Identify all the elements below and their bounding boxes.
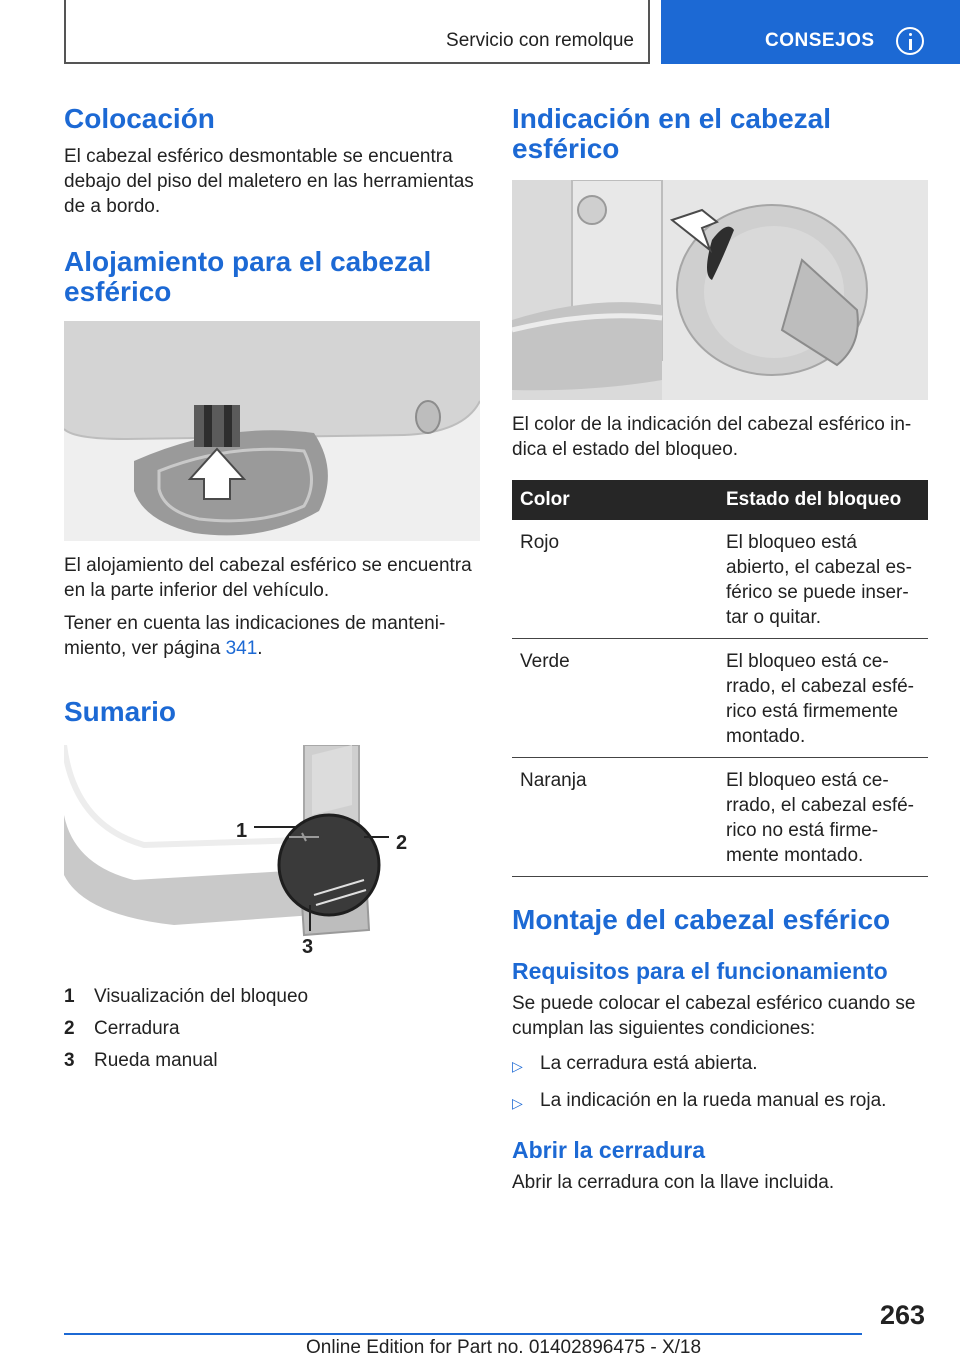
triangle-bullet-icon: ▷ xyxy=(512,1058,523,1074)
heading-abrir: Abrir la cerradura xyxy=(512,1137,706,1163)
list-item-text: La cerradura está abierta. xyxy=(540,1053,758,1074)
header-chapter-title: CONSEJOS xyxy=(765,30,875,51)
legend-number: 2 xyxy=(64,1018,75,1039)
table-header-color: Color xyxy=(512,480,718,520)
heading-montaje: Montaje del cabezal esférico xyxy=(512,904,891,935)
conditions-list xyxy=(512,1051,928,1116)
table-cell-estado: El bloqueo está cerrado, el cabezal esférico está firmemente montado. xyxy=(718,639,928,758)
list-item xyxy=(512,1051,928,1079)
legend-text: Visualización del bloqueo xyxy=(94,986,309,1007)
info-icon xyxy=(896,27,924,55)
heading-sumario: Sumario xyxy=(64,696,177,727)
paragraph-colocacion: El cabezal esférico desmontable se encuentra debajo del piso del maletero en las herramientas de a bordo. xyxy=(64,146,474,217)
table-cell-color: Verde xyxy=(512,639,718,758)
list-item-text: La indicación en la rueda manual es roja. xyxy=(540,1090,887,1111)
right-column xyxy=(512,98,928,1195)
legend-text: Rueda manual xyxy=(94,1050,218,1071)
table-row xyxy=(512,639,928,758)
paragraph-color: El color de la indicación del cabezal esférico indica el estado del bloqueo. xyxy=(512,414,912,460)
heading-indicacion: Indicación en el cabezal esférico xyxy=(512,103,832,164)
table-header-estado: Estado del bloqueo xyxy=(718,480,928,520)
paragraph-alojamiento: El alojamiento del cabezal esférico se encuentra en la parte inferior del vehículo. xyxy=(64,555,472,601)
header-chapter-tab[interactable] xyxy=(661,0,960,64)
page-link-341[interactable]: 341 xyxy=(225,638,258,659)
heading-alojamiento: Alojamiento para el cabezal esférico xyxy=(64,246,432,307)
paragraph-requisitos: Se puede colocar el cabezal esférico cuando se cumplan las siguientes condiciones: xyxy=(512,993,916,1039)
header-section-title: Servicio con remolque xyxy=(446,30,634,51)
overview-legend xyxy=(64,981,480,1077)
left-column xyxy=(64,98,480,1077)
legend-item xyxy=(64,1045,480,1077)
legend-text: Cerradura xyxy=(94,1018,180,1039)
legend-number: 3 xyxy=(64,1050,75,1071)
legend-number: 1 xyxy=(64,986,75,1007)
callout-2: 2 xyxy=(396,832,408,854)
legend-item xyxy=(64,1013,480,1045)
table-row xyxy=(512,758,928,877)
paragraph-abrir: Abrir la cerradura con la llave incluida. xyxy=(512,1172,835,1193)
table-cell-estado: El bloqueo está cerrado, el cabezal esférico no está firmemente montado. xyxy=(718,758,928,877)
text-period: . xyxy=(257,638,263,659)
figure-ball-head-overview xyxy=(64,745,480,967)
paragraph-mantenimiento xyxy=(64,611,480,661)
text-mantenimiento: Tener en cuenta las indicaciones de mantenimiento, ver página xyxy=(64,613,446,659)
list-item xyxy=(512,1088,928,1116)
heading-colocacion: Colocación xyxy=(64,103,215,134)
header-section-box xyxy=(64,0,650,64)
legend-item xyxy=(64,981,480,1013)
footer-divider xyxy=(64,1333,862,1335)
table-header-row xyxy=(512,480,928,520)
page-number: 263 xyxy=(880,1300,926,1330)
footer-edition: Online Edition for Part no. 01402896475 - X/18 xyxy=(306,1337,702,1358)
callout-3: 3 xyxy=(302,936,314,958)
figure-lock-indicator xyxy=(512,180,928,400)
lock-status-table xyxy=(512,480,928,877)
table-cell-estado: El bloqueo está abierto, el cabezal esférico se puede insertar o quitar. xyxy=(718,520,928,639)
triangle-bullet-icon: ▷ xyxy=(512,1095,523,1111)
figure-hitch-receptacle xyxy=(64,321,480,541)
table-cell-color: Rojo xyxy=(512,520,718,639)
callout-1: 1 xyxy=(236,820,248,842)
table-row xyxy=(512,520,928,639)
table-cell-color: Naranja xyxy=(512,758,718,877)
heading-requisitos: Requisitos para el funcionamiento xyxy=(512,958,888,984)
